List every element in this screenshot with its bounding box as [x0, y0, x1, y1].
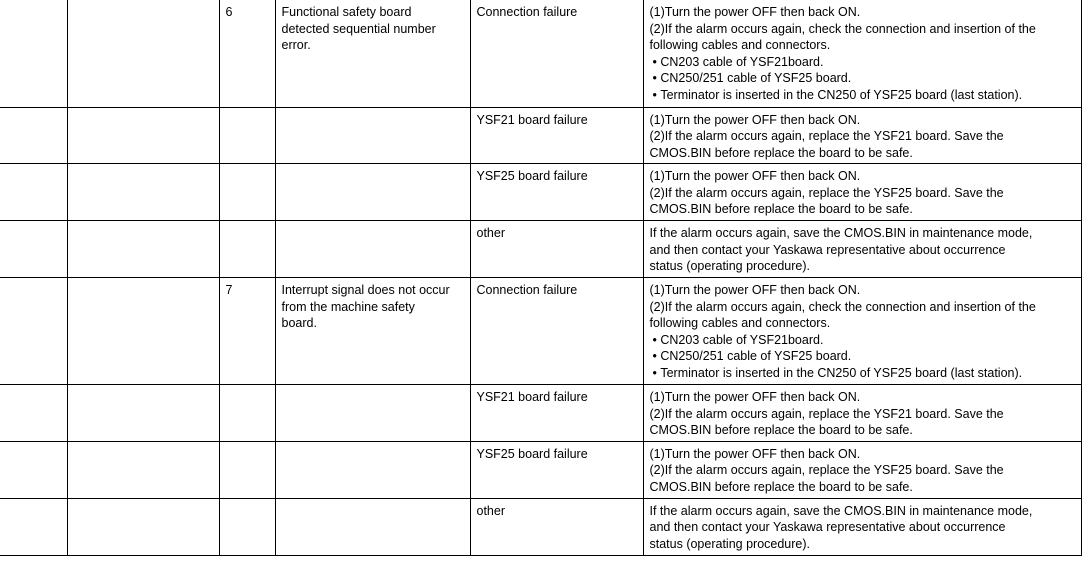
remedy-line: (1)Turn the power OFF then back ON. — [649, 169, 861, 184]
alarm-number-cell — [0, 107, 67, 164]
remedy-bullet: • Terminator is inserted in the CN250 of YSF25 board (last station). — [650, 365, 1077, 382]
alarm-number-cell — [0, 385, 67, 442]
cause-text: YSF21 board failure — [476, 112, 588, 127]
remedy-bullet: • CN203 cable of YSF21board. — [650, 332, 1077, 349]
remedy-line: (2)If the alarm occurs again, replace the YSF21 board. Save the — [649, 406, 1004, 421]
remedy-line: (2)If the alarm occurs again, check the connection and insertion of the — [649, 299, 1036, 314]
table-row — [0, 107, 1081, 164]
remedy-line: CMOS.BIN before replace the board to be safe. — [649, 480, 913, 495]
meaning-line: Functional safety board — [281, 5, 412, 19]
meaning-line: error. — [281, 38, 311, 53]
alarm-name-cell — [67, 164, 219, 221]
remedy-line: (2)If the alarm occurs again, replace the YSF21 board. Save the — [649, 129, 1004, 144]
sub-code-cell — [219, 0, 275, 107]
alarm-number-cell — [0, 441, 67, 498]
remedy-line: CMOS.BIN before replace the board to be safe. — [649, 423, 913, 438]
table-row — [0, 0, 1081, 107]
alarm-name-cell — [67, 221, 219, 278]
meaning-line: board. — [281, 316, 317, 331]
table-row — [0, 221, 1081, 278]
remedy-bullet: • CN250/251 cable of YSF25 board. — [650, 70, 1077, 87]
meaning-cell — [275, 0, 470, 107]
meaning-cell — [275, 385, 470, 442]
remedy-line: (1)Turn the power OFF then back ON. — [649, 283, 861, 298]
remedy-line: status (operating procedure). — [649, 537, 811, 552]
meaning-cell — [275, 278, 470, 385]
sub-code: 6 — [225, 5, 233, 19]
remedy-line: following cables and connectors. — [649, 316, 831, 331]
remedy-cell — [643, 221, 1081, 278]
remedy-line: (1)Turn the power OFF then back ON. — [649, 112, 861, 127]
cause-cell — [470, 221, 643, 278]
remedy-line: and then contact your Yaskawa representative about occurrence — [649, 242, 1006, 257]
remedy-line: (2)If the alarm occurs again, replace the YSF25 board. Save the — [649, 185, 1004, 200]
sub-code-cell — [219, 498, 275, 555]
sub-code: 7 — [225, 283, 233, 298]
table-row — [0, 498, 1081, 555]
remedy-line: (2)If the alarm occurs again, replace the YSF25 board. Save the — [649, 463, 1004, 478]
remedy-line: CMOS.BIN before replace the board to be safe. — [649, 202, 913, 217]
cause-text: YSF25 board failure — [476, 446, 588, 461]
table-row — [0, 385, 1081, 442]
alarm-name-cell — [67, 278, 219, 385]
remedy-line: (1)Turn the power OFF then back ON. — [649, 390, 861, 405]
remedy-line: (1)Turn the power OFF then back ON. — [649, 5, 861, 19]
remedy-line: following cables and connectors. — [649, 38, 831, 53]
meaning-line: detected sequential number — [281, 21, 436, 36]
alarm-number-cell — [0, 278, 67, 385]
remedy-cell — [643, 0, 1081, 107]
sub-code-cell — [219, 221, 275, 278]
cause-cell — [470, 0, 643, 107]
alarm-name-cell — [67, 498, 219, 555]
remedy-line: If the alarm occurs again, save the CMOS.BIN in maintenance mode, — [649, 226, 1033, 241]
alarm-number-cell — [0, 498, 67, 555]
remedy-line: If the alarm occurs again, save the CMOS.BIN in maintenance mode, — [649, 503, 1033, 518]
meaning-line: Interrupt signal does not occur — [281, 283, 450, 298]
remedy-cell — [643, 164, 1081, 221]
remedy-bullet: • CN250/251 cable of YSF25 board. — [650, 348, 1077, 365]
cause-cell — [470, 385, 643, 442]
sub-code-cell — [219, 164, 275, 221]
sub-code-cell — [219, 441, 275, 498]
cause-text: YSF21 board failure — [476, 390, 588, 405]
cause-cell — [470, 107, 643, 164]
sub-code-cell — [219, 385, 275, 442]
meaning-cell — [275, 441, 470, 498]
table-row — [0, 441, 1081, 498]
cause-text: other — [476, 226, 505, 241]
remedy-cell — [643, 107, 1081, 164]
remedy-bullet: • CN203 cable of YSF21board. — [650, 54, 1077, 71]
sub-code-cell — [219, 107, 275, 164]
remedy-line: and then contact your Yaskawa representative about occurrence — [649, 520, 1006, 535]
remedy-cell — [643, 441, 1081, 498]
table-row — [0, 278, 1081, 385]
remedy-line: (2)If the alarm occurs again, check the connection and insertion of the — [649, 21, 1036, 36]
meaning-cell — [275, 107, 470, 164]
table-row — [0, 164, 1081, 221]
sub-code-cell — [219, 278, 275, 385]
cause-text: Connection failure — [476, 283, 578, 298]
remedy-cell — [643, 498, 1081, 555]
cause-text: other — [476, 503, 505, 518]
cause-text: Connection failure — [476, 5, 578, 19]
cause-cell — [470, 441, 643, 498]
remedy-bullet: • Terminator is inserted in the CN250 of YSF25 board (last station). — [650, 87, 1077, 104]
remedy-line: CMOS.BIN before replace the board to be safe. — [649, 145, 913, 160]
meaning-cell — [275, 498, 470, 555]
alarm-name-cell — [67, 107, 219, 164]
alarm-name-cell — [67, 0, 219, 107]
remedy-cell — [643, 278, 1081, 385]
remedy-cell — [643, 385, 1081, 442]
alarm-name-cell — [67, 385, 219, 442]
alarm-number-cell — [0, 221, 67, 278]
cause-cell — [470, 278, 643, 385]
meaning-line: from the machine safety — [281, 299, 415, 314]
alarm-name-cell — [67, 441, 219, 498]
alarm-number-cell — [0, 0, 67, 107]
cause-cell — [470, 164, 643, 221]
remedy-line: status (operating procedure). — [649, 259, 811, 274]
cause-text: YSF25 board failure — [476, 169, 588, 184]
meaning-cell — [275, 221, 470, 278]
alarm-number-cell — [0, 164, 67, 221]
remedy-line: (1)Turn the power OFF then back ON. — [649, 446, 861, 461]
meaning-cell — [275, 164, 470, 221]
cause-cell — [470, 498, 643, 555]
